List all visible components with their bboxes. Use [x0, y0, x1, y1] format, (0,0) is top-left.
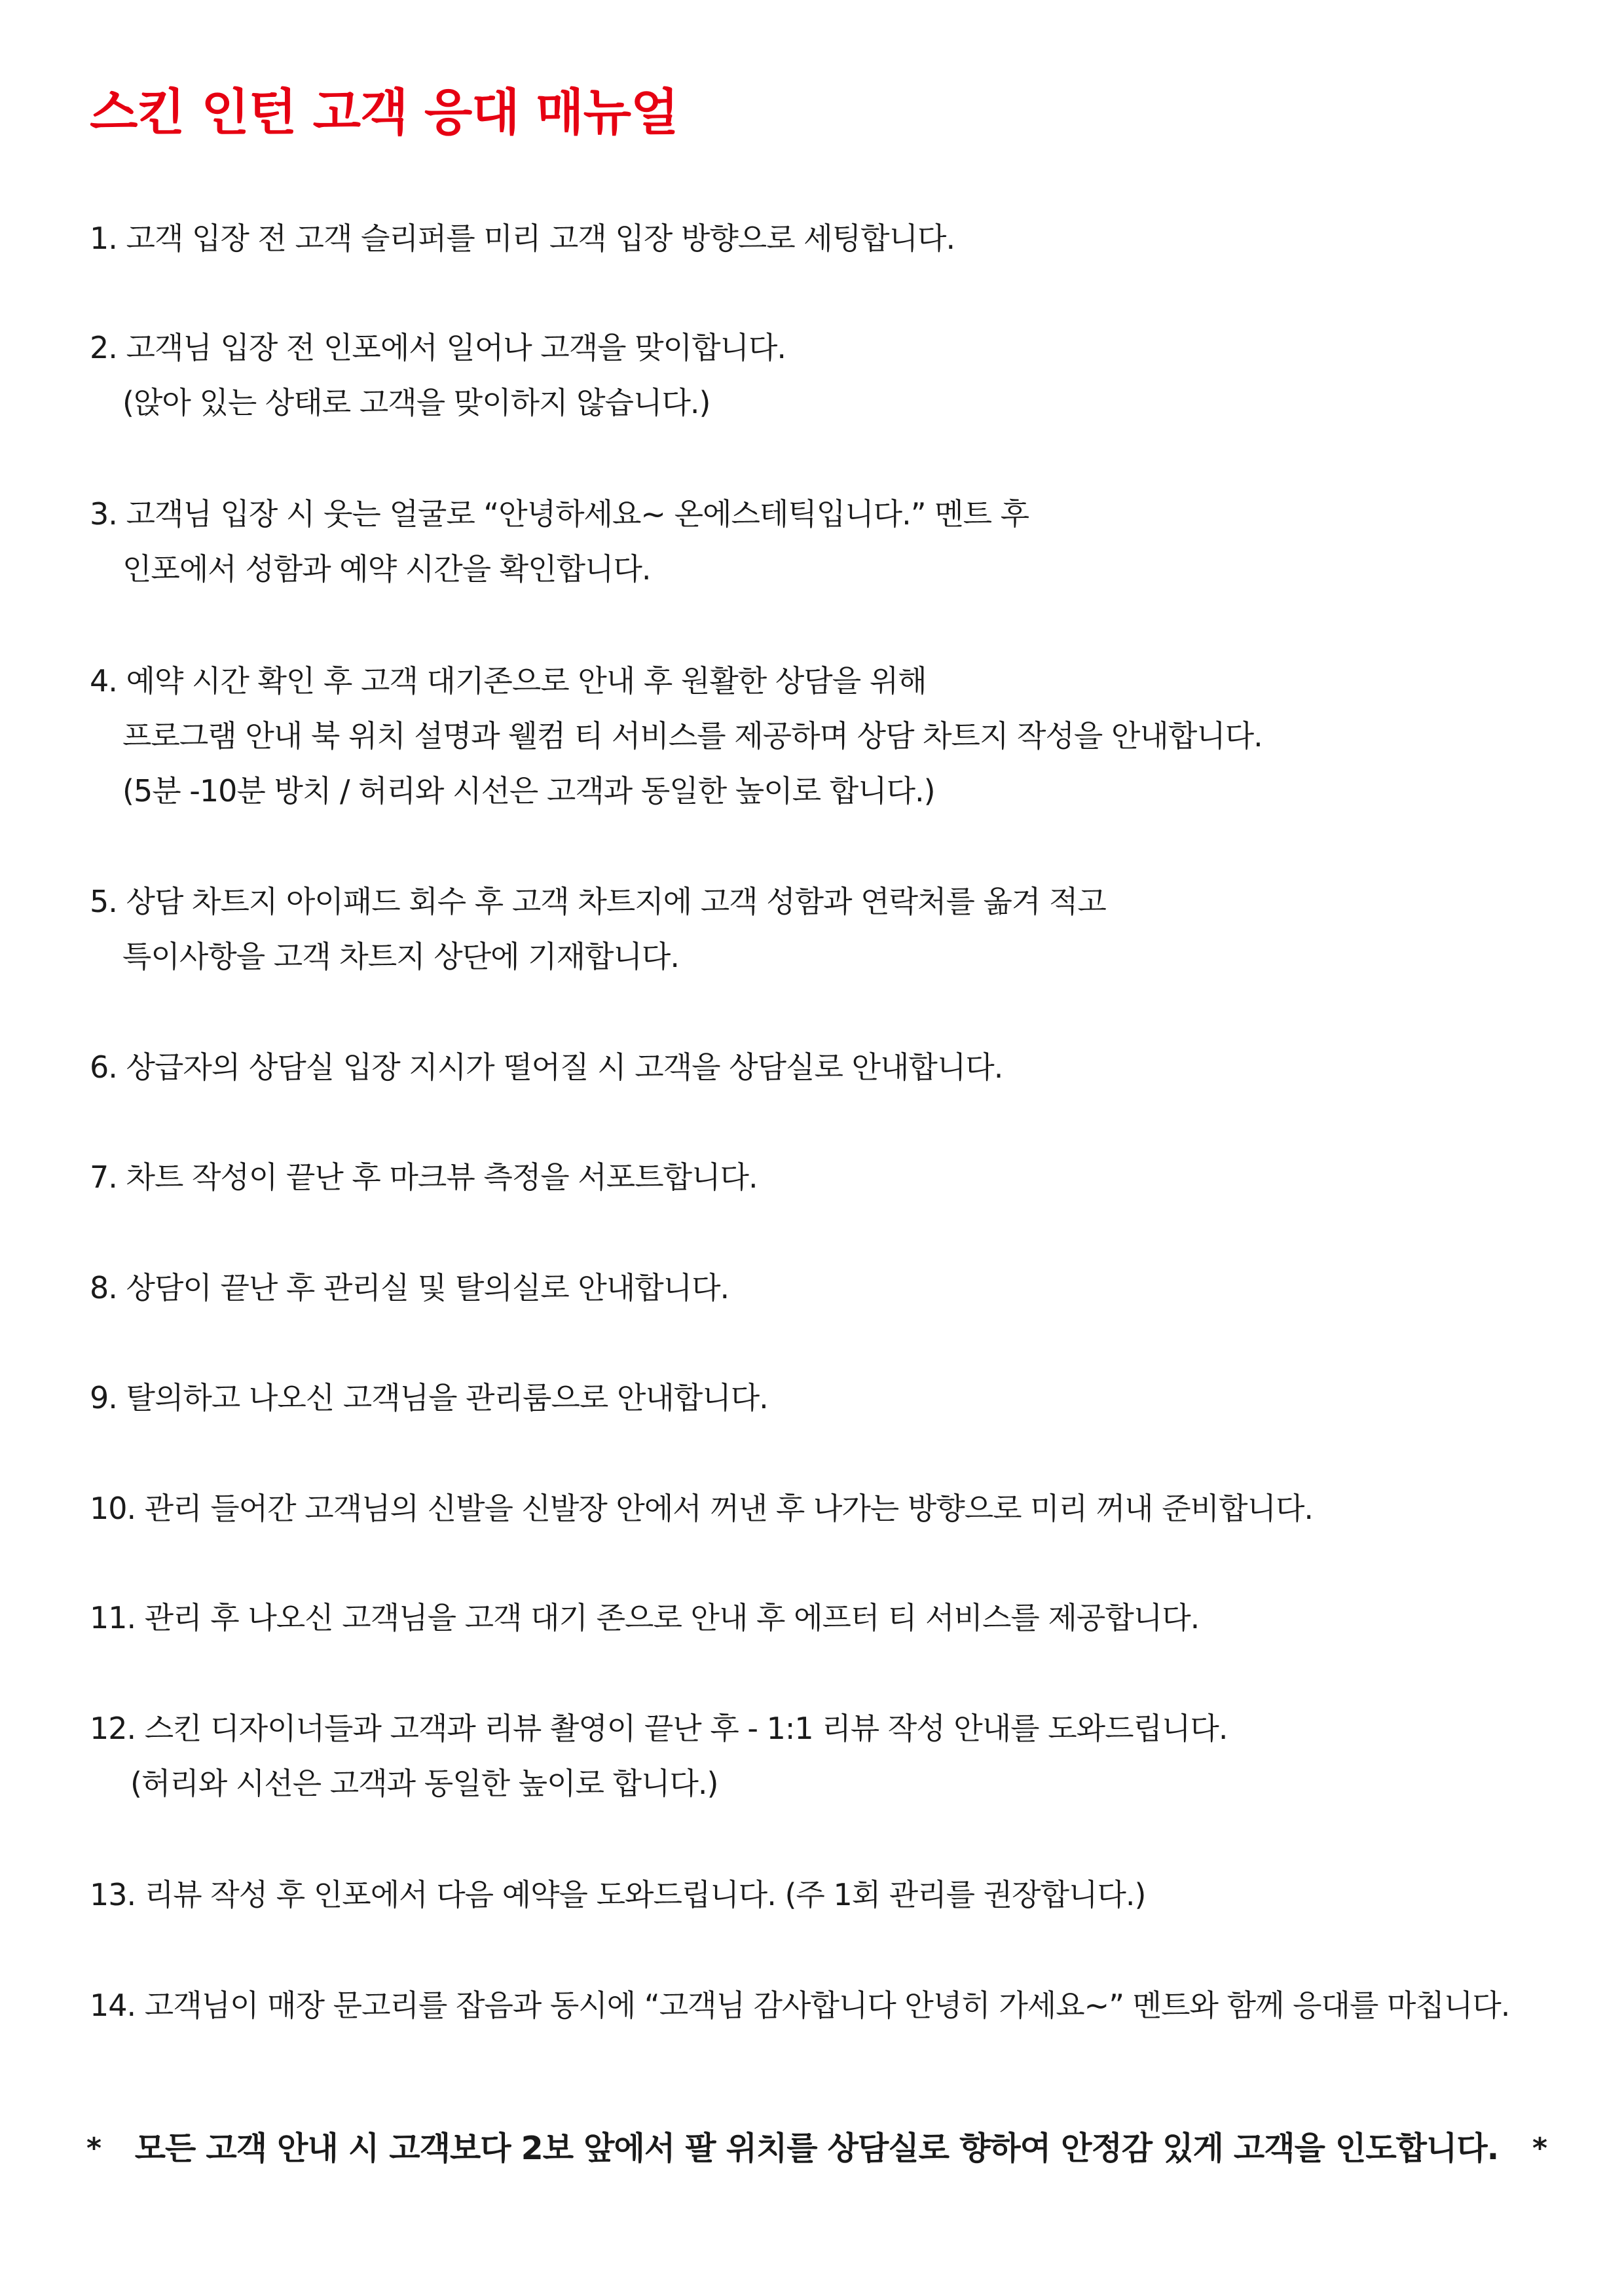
step-1-line-1: 1. 고객 입장 전 고객 슬리퍼를 미리 고객 입장 방향으로 세팅합니다. — [90, 221, 955, 256]
manual-title: 스킨 인턴 고객 응대 매뉴얼 — [90, 83, 678, 141]
step-4-line-2: 프로그램 안내 북 위치 설명과 웰컴 티 서비스를 제공하며 상담 차트지 작성을 안내합니다. — [122, 718, 1263, 754]
step-7-line-1: 7. 차트 작성이 끝난 후 마크뷰 측정을 서포트합니다. — [90, 1159, 758, 1195]
step-4-line-3: (5분 -10분 방치 / 허리와 시선은 고객과 동일한 높이로 합니다.) — [122, 773, 935, 809]
step-8 — [90, 1260, 1563, 1315]
step-14-line-1: 14. 고객님이 매장 문고리를 잡음과 동시에 “고객님 감사합니다 안녕히 가세요~” 멘트와 함께 응대를 마칩니다. — [90, 1988, 1510, 2023]
step-3 — [90, 486, 1563, 596]
step-5-line-2: 특이사항을 고객 차트지 상단에 기재합니다. — [122, 939, 679, 974]
step-11-line-1: 11. 관리 후 나오신 고객님을 고객 대기 존으로 안내 후 에프터 티 서비스를 제공합니다. — [90, 1600, 1200, 1635]
footer-note-text: 모든 고객 안내 시 고객보다 2보 앞에서 팔 위치를 상담실로 향하여 안정감 있게 고객을 인도합니다. — [134, 2130, 1499, 2167]
step-8-line-1: 8. 상담이 끝난 후 관리실 및 탈의실로 안내합니다. — [90, 1270, 729, 1305]
step-10 — [90, 1481, 1563, 1536]
step-6-line-1: 6. 상급자의 상담실 입장 지시가 떨어질 시 고객을 상담실로 안내합니다. — [90, 1049, 1003, 1085]
step-4 — [90, 653, 1563, 818]
step-2 — [90, 320, 1563, 430]
step-9 — [90, 1370, 1563, 1425]
step-3-line-1: 3. 고객님 입장 시 웃는 얼굴로 “안녕하세요~ 온에스테틱입니다.” 멘트 후 — [90, 496, 1029, 532]
step-10-line-1: 10. 관리 들어간 고객님의 신발을 신발장 안에서 꺼낸 후 나가는 방향으로 미리 꺼내 준비합니다. — [90, 1491, 1313, 1526]
step-1 — [90, 211, 1563, 266]
step-5 — [90, 874, 1563, 984]
asterisk-left: * — [86, 2132, 101, 2165]
step-12-line-2: (허리와 시선은 고객과 동일한 높이로 합니다.) — [130, 1766, 718, 1801]
step-14 — [90, 1978, 1563, 2033]
step-13 — [90, 1867, 1563, 1922]
step-7 — [90, 1150, 1563, 1205]
step-4-line-1: 4. 예약 시간 확인 후 고객 대기존으로 안내 후 원활한 상담을 위해 — [90, 663, 927, 699]
step-12-line-1: 12. 스킨 디자이너들과 고객과 리뷰 촬영이 끝난 후 - 1:1 리뷰 작성 안내를 도와드립니다. — [90, 1711, 1228, 1746]
step-2-line-2: (앉아 있는 상태로 고객을 맞이하지 않습니다.) — [122, 385, 710, 420]
step-6 — [90, 1040, 1563, 1095]
footer-note — [86, 2121, 1547, 2176]
step-12 — [90, 1701, 1563, 1811]
step-5-line-1: 5. 상담 차트지 아이패드 회수 후 고객 차트지에 고객 성함과 연락처를 옮겨 적고 — [90, 884, 1106, 919]
step-3-line-2: 인포에서 성함과 예약 시간을 확인합니다. — [122, 551, 651, 587]
step-13-line-1: 13. 리뷰 작성 후 인포에서 다음 예약을 도와드립니다. (주 1회 관리를 권장합니다.) — [90, 1877, 1146, 1912]
step-2-line-1: 2. 고객님 입장 전 인포에서 일어나 고객을 맞이합니다. — [90, 330, 786, 365]
asterisk-right: * — [1532, 2132, 1547, 2165]
step-11 — [90, 1590, 1563, 1645]
step-9-line-1: 9. 탈의하고 나오신 고객님을 관리룸으로 안내합니다. — [90, 1380, 768, 1415]
